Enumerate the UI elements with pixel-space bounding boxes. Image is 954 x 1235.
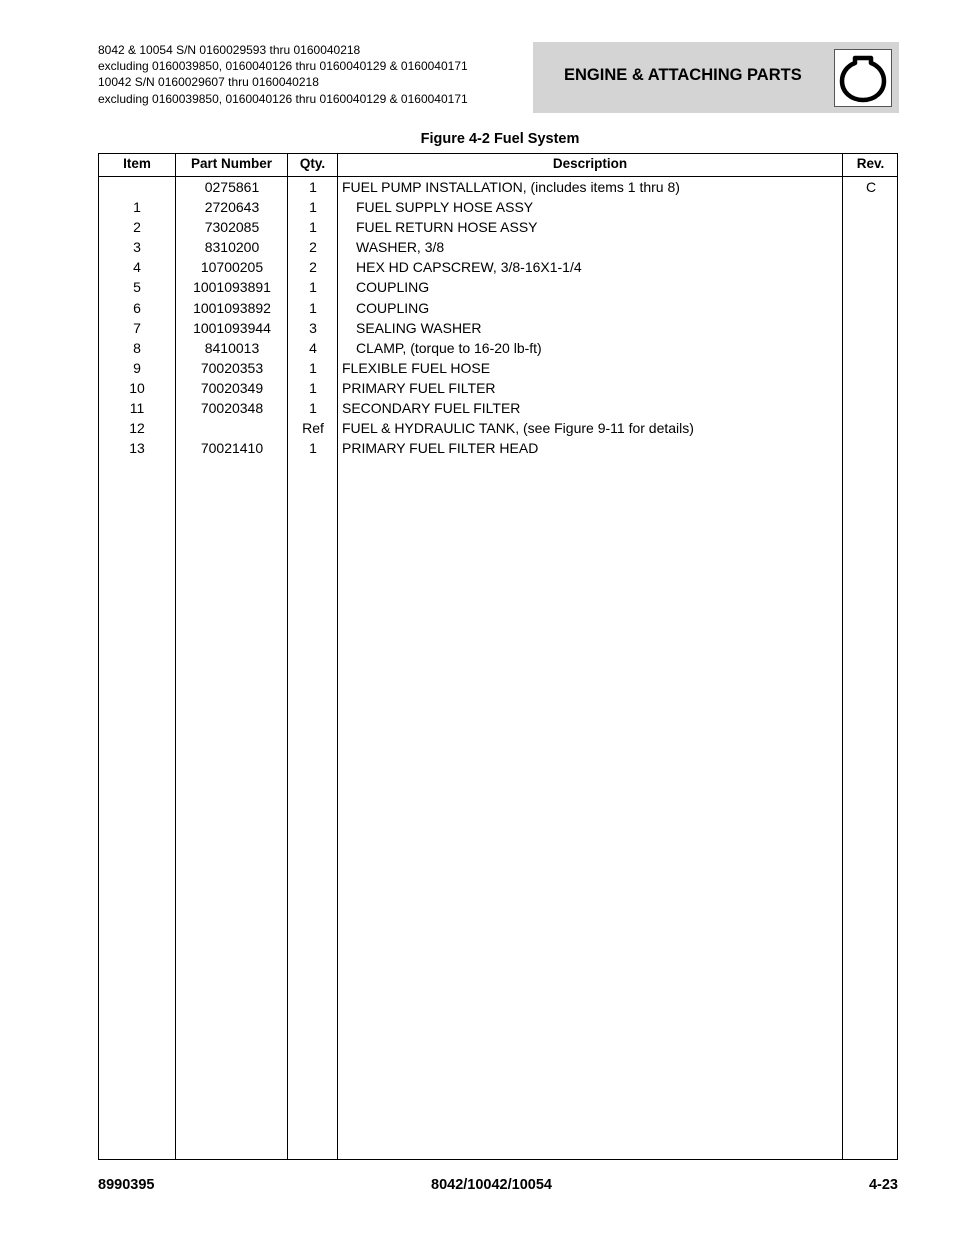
serial-line: 8042 & 10054 S/N 0160029593 thru 0160040218	[98, 43, 361, 57]
column-header-part-number: Part Number	[190, 156, 273, 171]
serial-line: excluding 0160039850, 0160040126 thru 0160040129 & 0160040171	[98, 59, 468, 74]
item-cell: 12	[129, 420, 145, 437]
description-cell: HEX HD CAPSCREW, 3/8-16X1-1/4	[356, 259, 582, 276]
item-cell: 7	[133, 319, 141, 336]
description-cell: FUEL & HYDRAULIC TANK, (see Figure 9-11 for details)	[342, 420, 694, 437]
table-row	[99, 338, 897, 358]
description-cell: FUEL PUMP INSTALLATION, (includes items 1 thru 8)	[342, 179, 680, 195]
part-number-cell: 7302085	[204, 219, 260, 236]
table-row	[99, 217, 897, 237]
item-cell: 10	[129, 379, 145, 396]
part-number-cell: 1001093944	[193, 319, 271, 336]
item-cell: 6	[133, 299, 141, 316]
item-cell: 5	[133, 279, 141, 296]
item-cell: 1	[133, 199, 141, 216]
description-cell: FUEL SUPPLY HOSE ASSY	[356, 199, 534, 216]
part-number-cell: 70020353	[200, 359, 264, 376]
table-row	[99, 438, 897, 458]
rev-cell: C	[865, 179, 877, 195]
qty-cell: 1	[309, 219, 317, 236]
section-banner	[533, 42, 899, 113]
qty-cell: 1	[309, 299, 317, 316]
table-row	[99, 378, 897, 398]
qty-cell: 1	[309, 359, 317, 376]
description-cell: PRIMARY FUEL FILTER HEAD	[342, 440, 539, 457]
description-cell: COUPLING	[356, 279, 430, 296]
description-cell: SEALING WASHER	[356, 319, 482, 336]
description-cell: SECONDARY FUEL FILTER	[342, 400, 521, 417]
item-cell: 4	[133, 259, 141, 276]
description-cell: CLAMP, (torque to 16-20 lb-ft)	[356, 339, 542, 356]
item-cell: 8	[133, 339, 141, 356]
qty-cell: 1	[309, 379, 317, 396]
qty-cell: 1	[309, 279, 317, 296]
table-row	[99, 237, 897, 257]
table-row	[99, 398, 897, 418]
description-cell: FLEXIBLE FUEL HOSE	[342, 359, 491, 376]
qty-cell: 4	[309, 339, 317, 356]
serial-line: excluding 0160039850, 0160040126 thru 0160040129 & 0160040171	[98, 91, 468, 106]
qty-cell: 2	[309, 259, 317, 276]
table-row	[99, 177, 897, 197]
description-cell: FUEL RETURN HOSE ASSY	[356, 219, 538, 236]
table-row	[99, 298, 897, 318]
qty-cell: 1	[309, 179, 317, 195]
engine-icon	[834, 49, 892, 107]
footer-model-numbers: 8042/10042/10054	[431, 1177, 552, 1193]
table-row	[99, 318, 897, 338]
description-cell: PRIMARY FUEL FILTER	[342, 379, 496, 396]
qty-cell: 1	[309, 440, 317, 457]
description-cell: WASHER, 3/8	[356, 239, 445, 256]
item-cell: 13	[129, 440, 145, 457]
item-cell: 2	[133, 219, 141, 236]
table-row	[99, 418, 897, 438]
part-number-cell: 1001093892	[193, 299, 271, 316]
footer-page-number: 4-23	[868, 1177, 898, 1193]
qty-cell: 3	[309, 319, 317, 336]
part-number-cell: 70020349	[200, 379, 264, 396]
part-number-cell: 0275861	[204, 179, 260, 195]
figure-title: Figure 4-2 Fuel System	[420, 131, 580, 147]
table-body	[99, 176, 897, 458]
table-row	[99, 197, 897, 217]
column-header-description: Description	[552, 156, 628, 171]
qty-cell: 1	[309, 199, 317, 216]
part-number-cell: 1001093891	[193, 279, 271, 296]
item-cell: 9	[133, 359, 141, 376]
part-number-cell: 10700205	[200, 259, 264, 276]
item-cell: 11	[129, 400, 145, 417]
table-row	[99, 257, 897, 277]
qty-cell: Ref	[302, 420, 324, 437]
table-row	[99, 277, 897, 297]
column-header-qty: Qty.	[299, 156, 326, 171]
part-number-cell: 8310200	[204, 239, 260, 256]
qty-cell: 2	[309, 239, 317, 256]
qty-cell: 1	[309, 400, 317, 417]
serial-line: 10042 S/N 0160029607 thru 0160040218	[98, 75, 319, 90]
column-header-item: Item	[123, 156, 151, 171]
table-row	[99, 358, 897, 378]
serial-number-block	[98, 42, 468, 107]
part-number-cell: 70020348	[200, 400, 264, 417]
footer-manual-number: 8990395	[98, 1177, 155, 1193]
item-cell: 3	[133, 239, 141, 256]
part-number-cell: 2720643	[204, 199, 260, 216]
column-header-rev: Rev.	[856, 156, 885, 171]
section-title: ENGINE & ATTACHING PARTS	[564, 66, 802, 84]
description-cell: COUPLING	[356, 299, 430, 316]
part-number-cell: 8410013	[204, 339, 260, 356]
part-number-cell: 70021410	[200, 440, 264, 457]
parts-table	[98, 153, 898, 1160]
